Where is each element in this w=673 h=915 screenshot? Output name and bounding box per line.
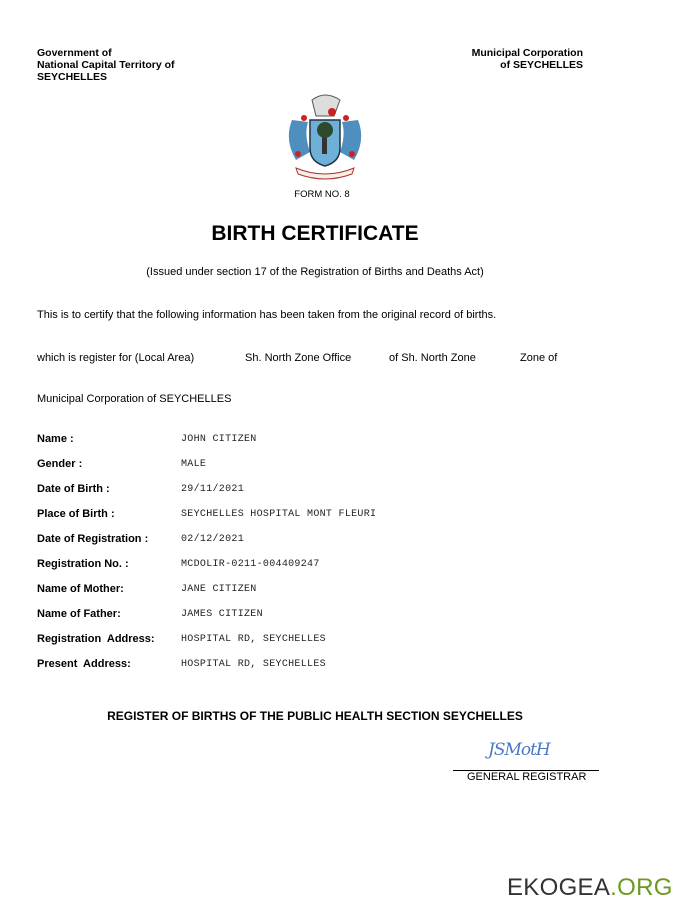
field-value: 29/11/2021 <box>181 484 245 495</box>
header-right-line: of SEYCHELLES <box>500 59 583 71</box>
local-area-label: which is register for (Local Area) <box>37 352 195 364</box>
field-value: SEYCHELLES HOSPITAL MONT FLEURI <box>181 509 377 520</box>
field-label: Date of Registration : <box>37 533 149 545</box>
header-right-line: Municipal Corporation <box>471 47 583 59</box>
field-label: Gender : <box>37 458 83 470</box>
certificate-subtitle: (Issued under section 17 of the Registration of Births and Deaths Act) <box>146 266 484 278</box>
office-name: Sh. North Zone Office <box>245 352 352 364</box>
field-value: 02/12/2021 <box>181 534 245 545</box>
header-left-line: National Capital Territory of <box>37 59 175 71</box>
municipal-line: Municipal Corporation of SEYCHELLES <box>37 393 232 405</box>
header-left-line: Government of <box>37 47 112 59</box>
field-value: HOSPITAL RD, SEYCHELLES <box>181 659 326 670</box>
field-value: MCDOLIR-0211-004409247 <box>181 559 320 570</box>
field-label: Registration Address: <box>37 633 155 645</box>
header-left <box>37 47 175 83</box>
field-label: Place of Birth : <box>37 508 115 520</box>
register-footer-title: REGISTER OF BIRTHS OF THE PUBLIC HEALTH SECTION SEYCHELLES <box>107 709 523 723</box>
field-label: Present Address: <box>37 658 131 670</box>
field-value: JANE CITIZEN <box>181 584 257 595</box>
field-label: Date of Birth : <box>37 483 110 495</box>
field-label: Name : <box>37 433 74 445</box>
coat-of-arms-emblem <box>282 90 368 180</box>
field-label: Name of Father: <box>37 608 121 620</box>
zone-name: of Sh. North Zone <box>389 352 476 364</box>
signature: JSMotH <box>488 740 550 760</box>
watermark <box>507 874 673 902</box>
field-value: HOSPITAL RD, SEYCHELLES <box>181 634 326 645</box>
form-number: FORM NO. 8 <box>294 189 350 200</box>
watermark-main: EKOGEA <box>507 874 611 901</box>
field-label: Name of Mother: <box>37 583 124 595</box>
watermark-suffix: .ORG <box>610 874 673 901</box>
header-right <box>472 47 583 71</box>
field-value: MALE <box>181 459 207 470</box>
field-value: JAMES CITIZEN <box>181 609 263 620</box>
field-value: JOHN CITIZEN <box>181 434 257 445</box>
header-left-line: SEYCHELLES <box>37 71 108 83</box>
field-label: Registration No. : <box>37 558 129 570</box>
certify-text: This is to certify that the following information has been taken from the original record of births. <box>37 309 497 321</box>
signature-role: GENERAL REGISTRAR <box>467 771 587 783</box>
zone-of-label: Zone of <box>520 352 558 364</box>
certificate-title: BIRTH CERTIFICATE <box>211 222 419 245</box>
